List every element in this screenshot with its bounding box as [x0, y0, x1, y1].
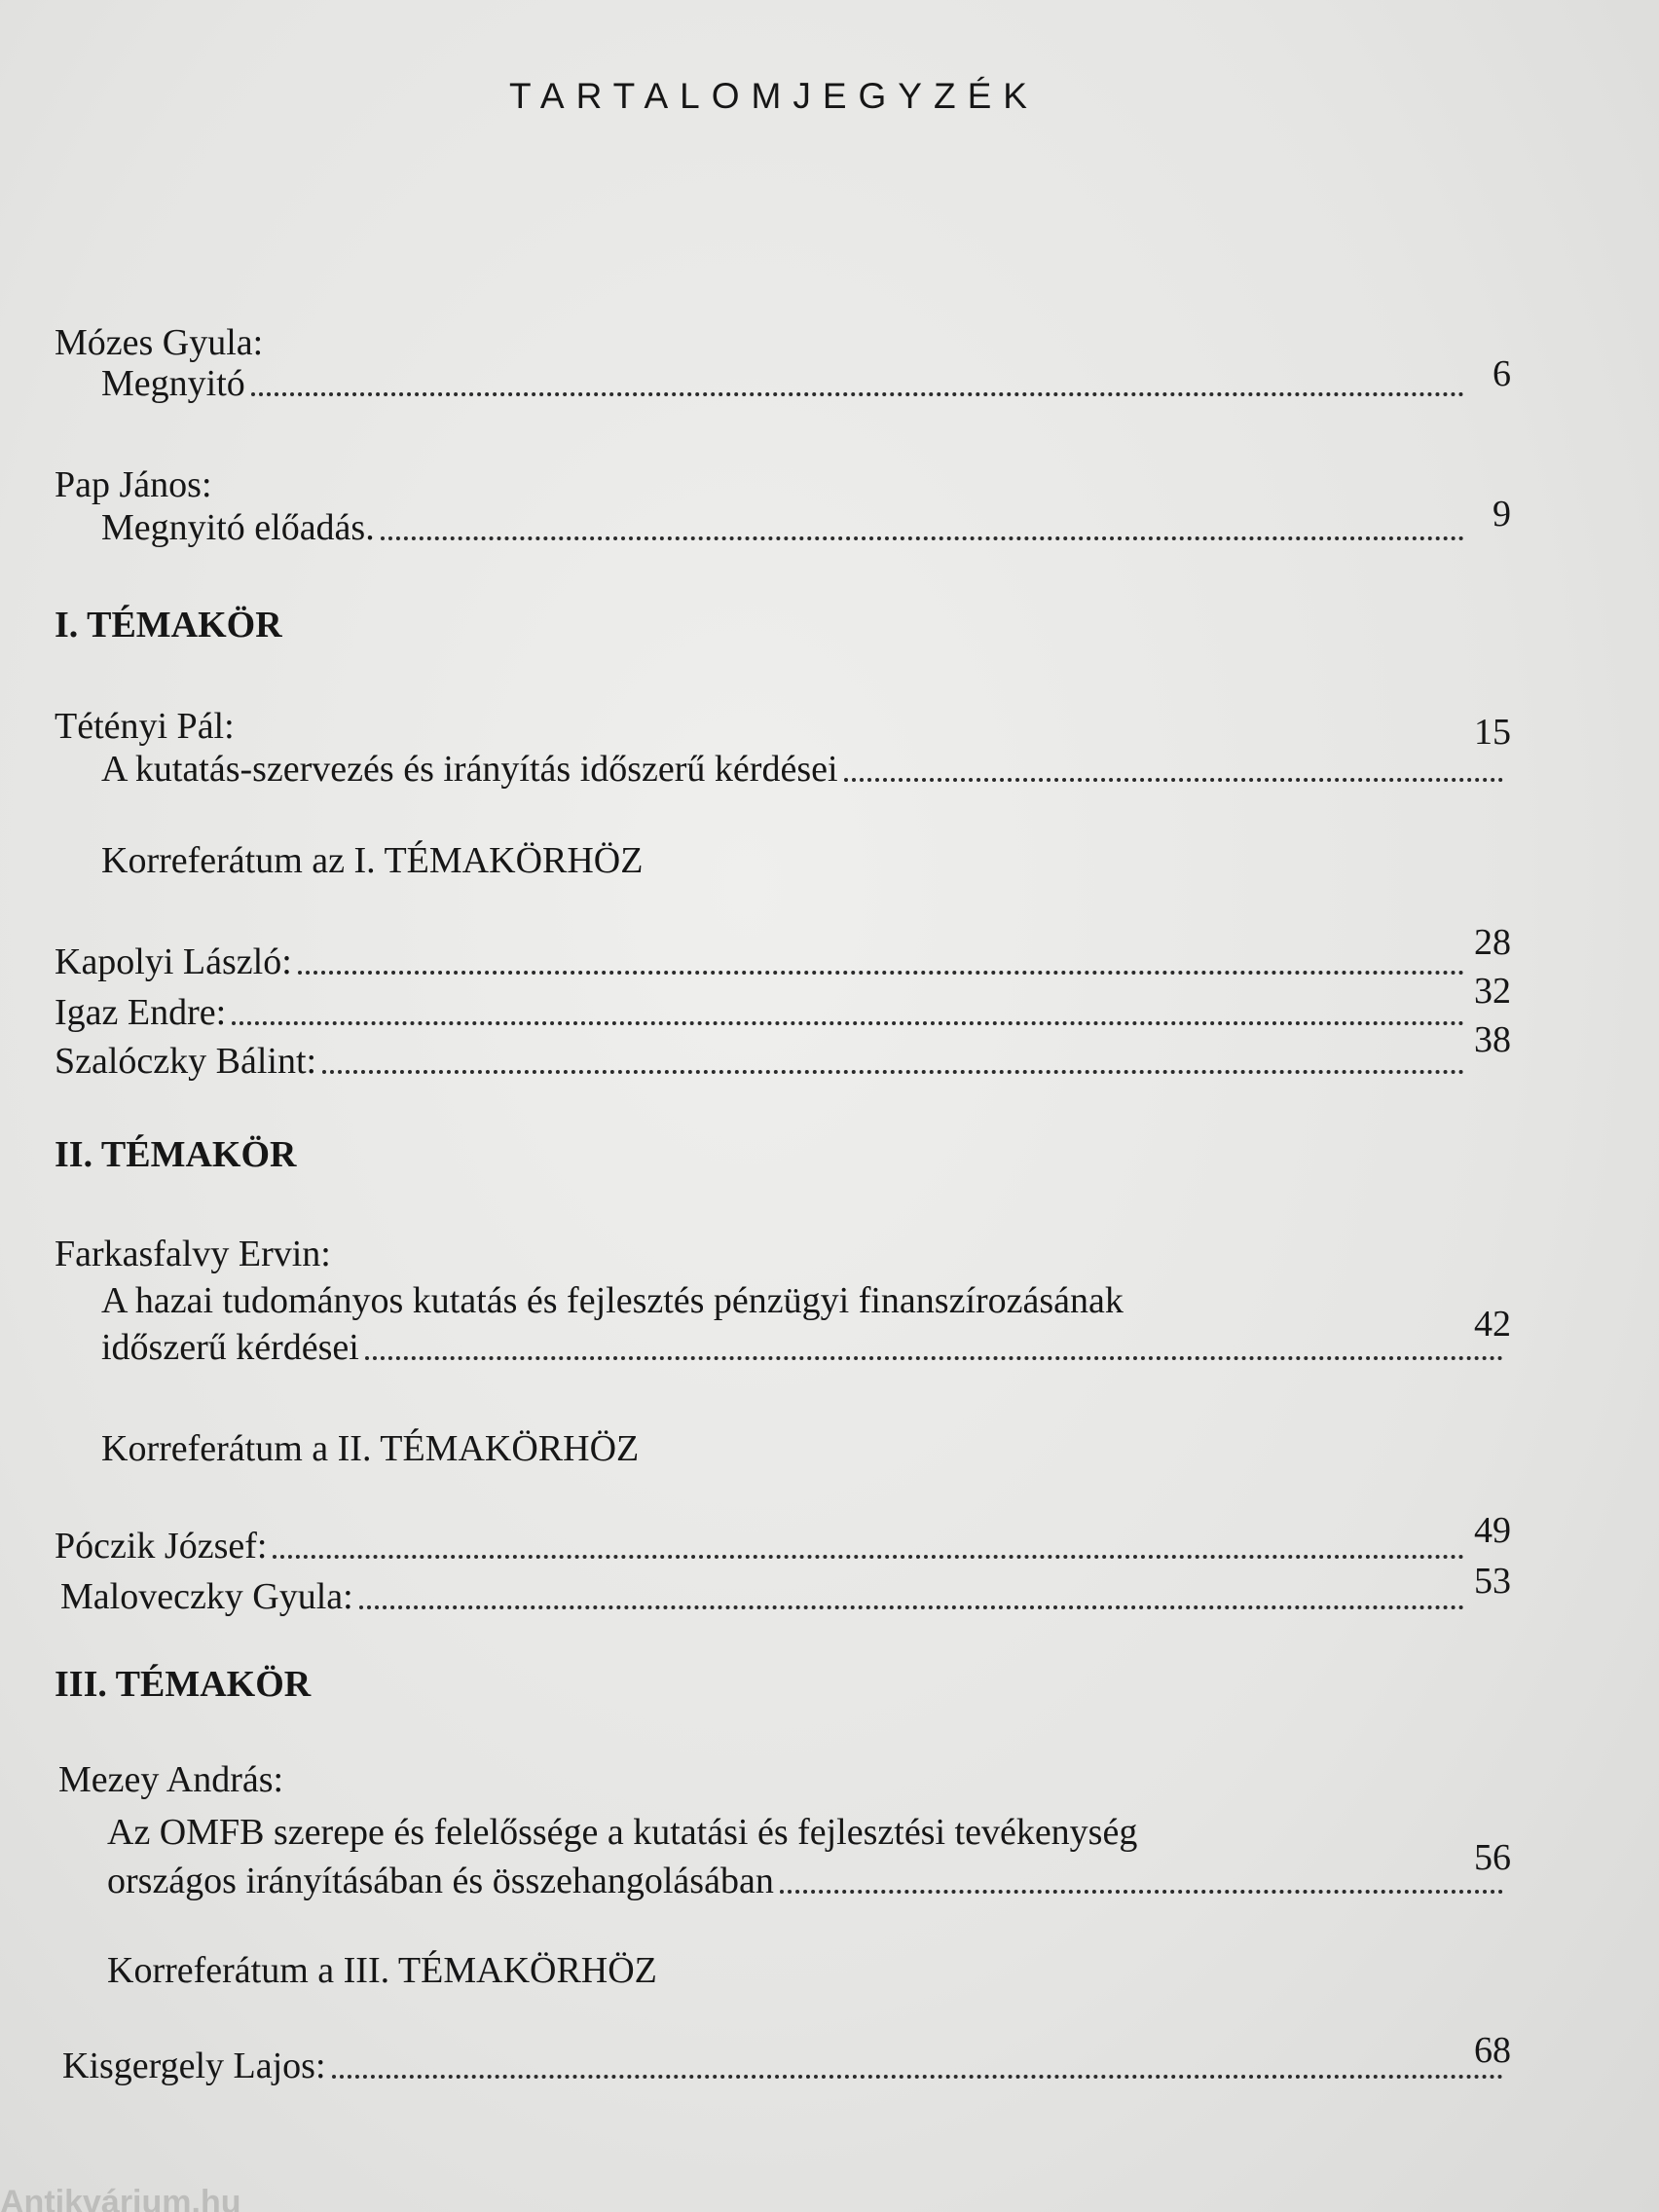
- toc-author: Igaz Endre:: [55, 992, 227, 1033]
- toc-item-title: országos irányításában és összehangolásában: [107, 1861, 774, 1901]
- toc-item-title: időszerű kérdései: [101, 1327, 359, 1368]
- leader-dots: [359, 1605, 1464, 1609]
- toc-author: Mózes Gyula:: [55, 322, 264, 363]
- toc-entry: [55, 1525, 1470, 1567]
- page-number: 32: [1474, 971, 1511, 1012]
- toc-entry: [62, 2045, 1509, 2087]
- toc-author: Pap János:: [55, 464, 212, 505]
- leader-dots: [381, 536, 1464, 540]
- leader-dots: [332, 2075, 1503, 2079]
- leader-dots: [251, 392, 1464, 396]
- toc-author: Mezey András:: [58, 1759, 284, 1800]
- watermark: Antikvárium.hu: [0, 2184, 241, 2212]
- toc-item-title: Az OMFB szerepe és felelőssége a kutatási és fejlesztési tevékenység: [107, 1812, 1138, 1853]
- page-number: 56: [1474, 1837, 1511, 1878]
- leader-dots: [780, 1890, 1503, 1894]
- toc-author: Farkasfalvy Ervin:: [55, 1234, 331, 1274]
- toc-author: Szalóczky Bálint:: [55, 1041, 317, 1082]
- toc-item-title: Megnyitó előadás.: [101, 507, 375, 548]
- leader-dots: [844, 778, 1503, 782]
- page-number: 53: [1474, 1561, 1511, 1602]
- page-title: TARTALOMJEGYZÉK: [509, 76, 1039, 116]
- page-number: 9: [1493, 494, 1511, 535]
- toc-entry: [107, 1860, 1509, 1902]
- toc-entry: [55, 940, 1470, 983]
- toc-author: Kisgergely Lajos:: [62, 2046, 326, 2086]
- toc-entry: [55, 991, 1470, 1034]
- section-heading: III. TÉMAKÖR: [55, 1664, 312, 1705]
- toc-author: Maloveczky Gyula:: [60, 1576, 353, 1617]
- page-number: 15: [1474, 712, 1511, 753]
- page-number: 42: [1474, 1304, 1511, 1345]
- toc-entry: [101, 748, 1509, 791]
- toc-entry: [101, 362, 1470, 405]
- correferate-heading: Korreferátum az I. TÉMAKÖRHÖZ: [101, 840, 644, 881]
- toc-entry: [101, 1326, 1509, 1369]
- page-number: 38: [1474, 1019, 1511, 1060]
- leader-dots: [365, 1356, 1503, 1360]
- leader-dots: [322, 1070, 1464, 1074]
- page-number: 6: [1493, 353, 1511, 394]
- toc-entry: [101, 506, 1470, 549]
- section-heading: II. TÉMAKÖR: [55, 1134, 297, 1175]
- toc-author: Tétényi Pál:: [55, 706, 235, 747]
- toc-entry: [60, 1575, 1470, 1618]
- page-number: 28: [1474, 922, 1511, 963]
- leader-dots: [232, 1021, 1464, 1025]
- leader-dots: [298, 971, 1464, 975]
- toc-entry: [55, 1040, 1470, 1083]
- page-number: 49: [1474, 1510, 1511, 1551]
- correferate-heading: Korreferátum a II. TÉMAKÖRHÖZ: [101, 1428, 640, 1469]
- toc-author: Kapolyi László:: [55, 941, 292, 982]
- page-number: 68: [1474, 2030, 1511, 2071]
- leader-dots: [273, 1555, 1464, 1559]
- correferate-heading: Korreferátum a III. TÉMAKÖRHÖZ: [107, 1950, 657, 1991]
- toc-item-title: Megnyitó: [101, 363, 245, 404]
- section-heading: I. TÉMAKÖR: [55, 605, 282, 645]
- toc-item-title: A kutatás-szervezés és irányítás időszerű kérdései: [101, 749, 838, 790]
- toc-author: Póczik József:: [55, 1526, 268, 1567]
- toc-item-title: A hazai tudományos kutatás és fejlesztés pénzügyi finanszírozásának: [101, 1280, 1124, 1321]
